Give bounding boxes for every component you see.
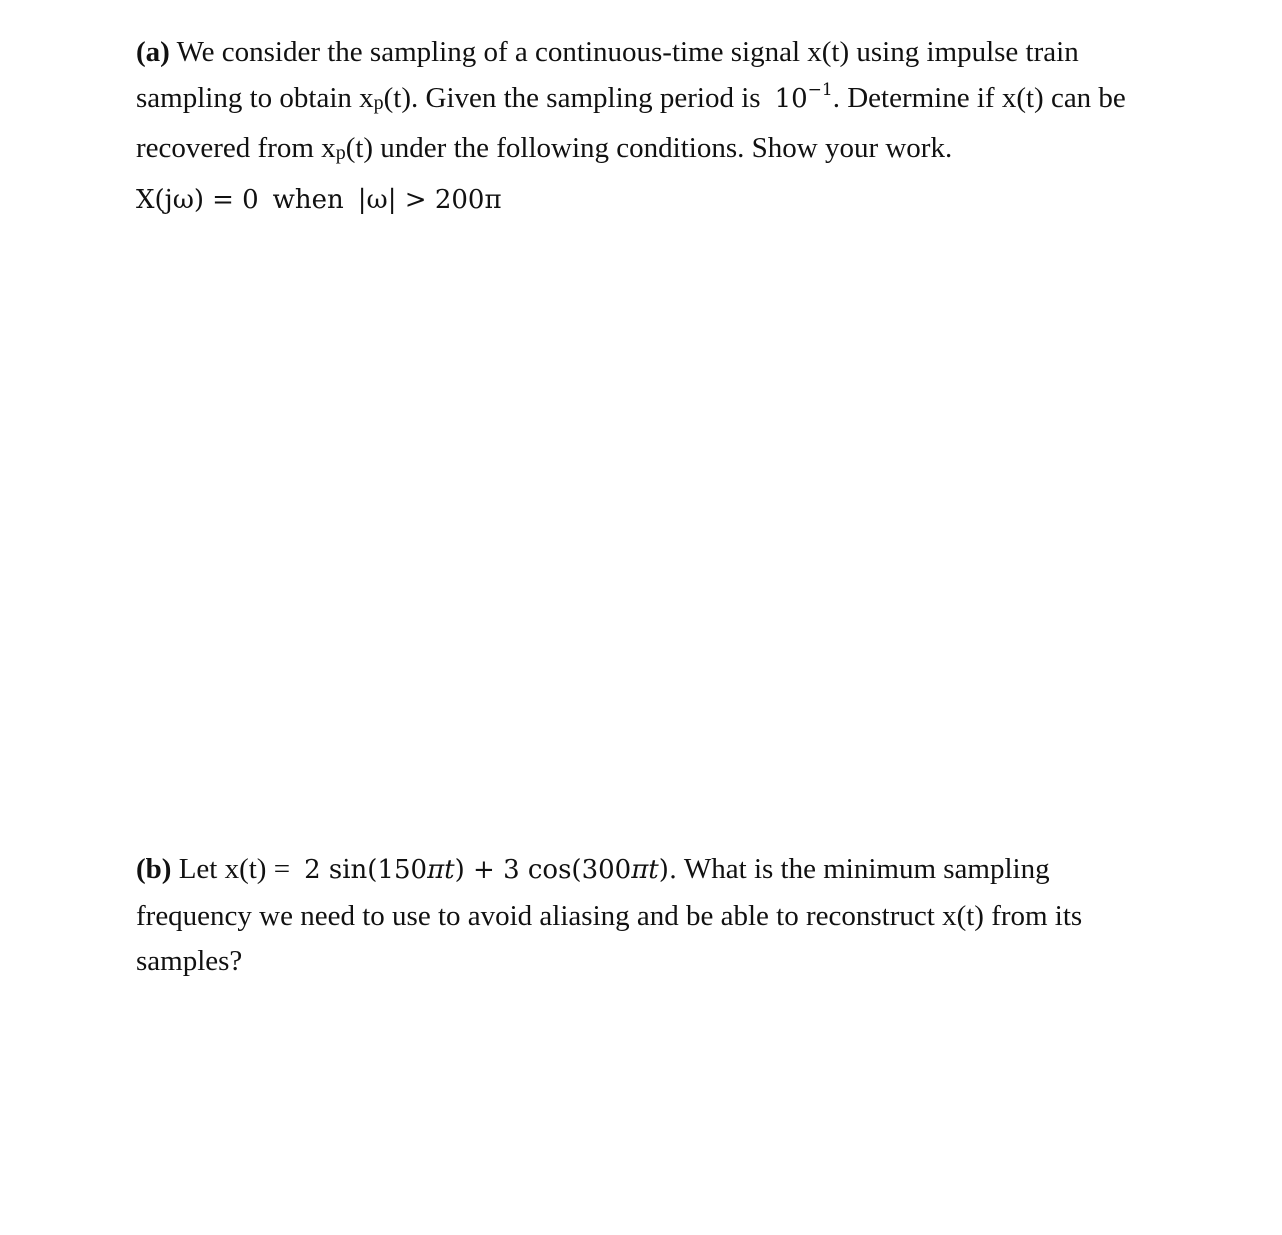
question-a-text-2-post: . Determine if x(t) can be bbox=[832, 81, 1126, 114]
question-a-condition bbox=[136, 177, 1196, 224]
question-a-line-3 bbox=[136, 126, 1196, 177]
question-a-text-2-pre: sampling to obtain x bbox=[136, 81, 374, 114]
question-b-text-2: frequency we need to use to avoid aliasing and be able to reconstruct x(t) from its bbox=[136, 899, 1083, 932]
question-b-label: (b) bbox=[136, 853, 172, 885]
question-a bbox=[136, 30, 1196, 223]
question-b-line-2 bbox=[136, 894, 1196, 940]
question-a-text-3-pre: recovered from x bbox=[136, 132, 336, 164]
signal-expr-pit-2: πt bbox=[631, 855, 659, 885]
sampling-period-exponent: −1 bbox=[807, 79, 833, 100]
sampling-period-base: 10 bbox=[774, 83, 808, 114]
signal-expr-sin: 2 sin(150 bbox=[304, 855, 428, 885]
question-a-text-2-mid: (t). Given the sampling period is bbox=[383, 81, 761, 114]
condition-when: when bbox=[272, 184, 344, 215]
question-b-text-3: samples? bbox=[136, 945, 243, 977]
question-a-text-1: We consider the sampling of a continuous-time signal x(t) using impulse train bbox=[176, 36, 1079, 68]
question-a-line-1 bbox=[136, 30, 1196, 76]
signal-expr-close: ). bbox=[658, 855, 678, 885]
question-a-label: (a) bbox=[136, 36, 170, 68]
question-a-line-2 bbox=[136, 76, 1196, 127]
condition-equals: = 0 bbox=[212, 184, 259, 215]
question-a-text-3-post: (t) under the following conditions. Show your work. bbox=[345, 132, 953, 164]
condition-lhs: X(jω) bbox=[136, 184, 205, 215]
question-b bbox=[136, 847, 1196, 985]
question-b-line-3 bbox=[136, 939, 1196, 985]
signal-expr-pit-1: πt bbox=[427, 855, 455, 885]
question-a-xp-subscript: p bbox=[373, 91, 384, 114]
question-b-line-1 bbox=[136, 847, 1196, 894]
question-b-text-1-pre: Let x(t) = bbox=[178, 853, 291, 885]
question-b-text-1-post: What is the minimum sampling bbox=[683, 853, 1050, 885]
signal-expr-cos: ) + 3 cos(300 bbox=[454, 855, 632, 885]
question-a-xp-subscript-2: p bbox=[335, 142, 346, 164]
condition-rhs: |ω| > 200π bbox=[357, 184, 502, 215]
